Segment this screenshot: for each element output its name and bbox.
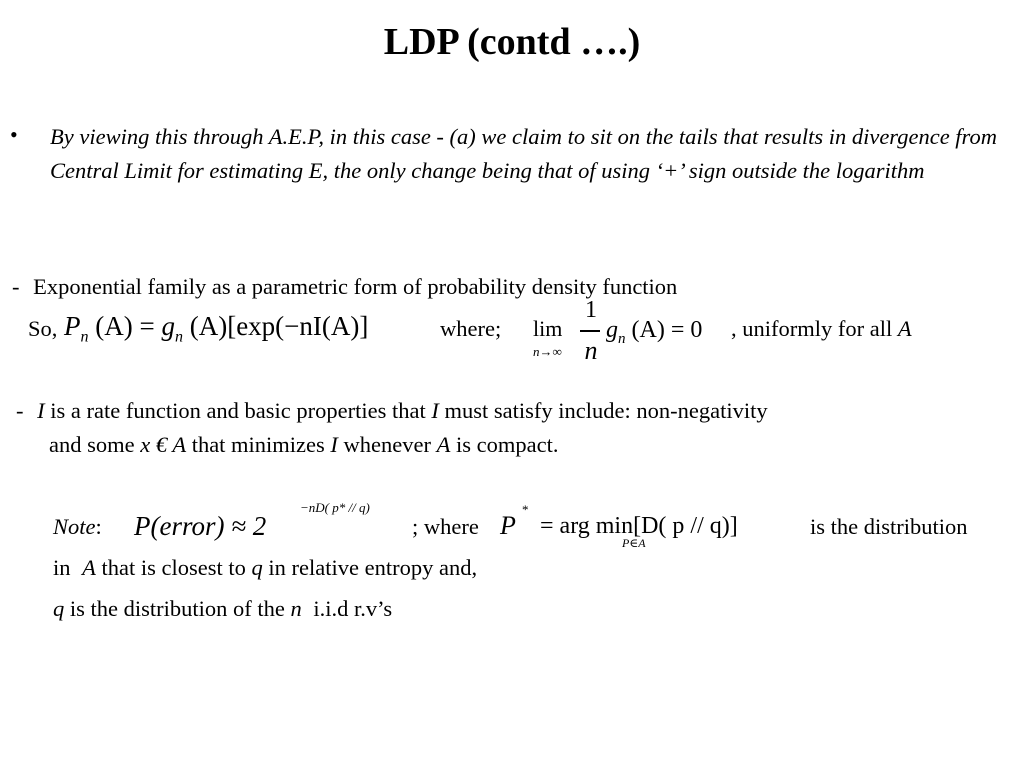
- note-line3-rest: i.i.d r.v’s: [313, 596, 393, 621]
- rate-text-1: is a rate function and basic properties that: [50, 398, 426, 423]
- note-line2-q: q: [251, 555, 263, 580]
- p-error-exponent: −nD( p* // q): [300, 500, 370, 515]
- note-line2-A: A: [82, 555, 96, 580]
- note-line3-n: n: [290, 596, 302, 621]
- formula-eq: =: [139, 311, 155, 341]
- rate-var-I3: I: [330, 432, 338, 457]
- uniformly-label: , uniformly for all: [731, 316, 893, 341]
- where-label: where;: [440, 316, 502, 341]
- rate-dash: -: [16, 398, 24, 423]
- argmin-subscript: P∈A: [622, 536, 646, 550]
- uniformly-text: [731, 312, 912, 346]
- bullet-dot: •: [10, 122, 18, 147]
- slide-title: LDP (contd ….): [383, 21, 641, 63]
- limit-rest: (A) = 0: [631, 317, 703, 343]
- note-dist-text: is the distribution: [810, 514, 968, 539]
- formula-rest: (A)[exp(−nI(A)]: [189, 311, 369, 341]
- limit-g-sub: n: [618, 330, 626, 347]
- frac-numerator: 1: [585, 297, 597, 323]
- limit-expression: [606, 314, 702, 346]
- density-formula: [64, 306, 368, 346]
- rate-text-4: that minimizes: [191, 432, 325, 457]
- note-line-3: [53, 592, 392, 626]
- note-label: Note: [53, 514, 96, 539]
- note-line-2: [53, 551, 477, 585]
- rate-var-x: x € A: [140, 432, 187, 457]
- formula-g-sub-n: n: [174, 328, 183, 346]
- formula-sub-n: n: [80, 328, 89, 346]
- lim-label: lim: [533, 316, 563, 341]
- frac-bar: [580, 330, 600, 332]
- rate-line-2: [16, 428, 1006, 462]
- formula-paren-A: (A): [95, 311, 133, 341]
- rate-var-A: A: [436, 432, 451, 457]
- note-label-wrap: [53, 510, 102, 544]
- exp-family-line: [12, 270, 677, 304]
- note-line2-text: that is closest to: [101, 555, 246, 580]
- rate-text-3: and some: [49, 432, 135, 457]
- note-colon: :: [95, 514, 102, 539]
- p-error-formula: P(error) ≈ 2: [134, 511, 267, 541]
- uniformly-var: A: [897, 316, 912, 341]
- frac-denominator: n: [584, 336, 598, 365]
- rate-text-5: whenever: [343, 432, 431, 457]
- formula-P: P: [64, 311, 81, 341]
- note-where-label: ; where: [412, 514, 479, 539]
- note-line2-rest: in relative entropy and,: [268, 555, 478, 580]
- note-line3-q: q: [53, 596, 65, 621]
- p-star: P: [500, 511, 516, 540]
- rate-text-2: must satisfy include: non-negativity: [444, 398, 768, 423]
- rate-var-I2: I: [431, 398, 439, 423]
- argmin-formula: = arg min[D( p // q)]: [540, 513, 738, 539]
- rate-function-text: [16, 394, 1006, 462]
- exp-family-text: Exponential family as a parametric form of probability density function: [33, 274, 678, 299]
- aep-bullet-text: By viewing this through A.E.P, in this case - (a) we claim to sit on the tails that results in divergence from Central Limit for estimating E, the only change being that of using ‘+’ sign outside the logarithm: [50, 124, 997, 183]
- rate-text-6: is compact.: [456, 432, 559, 457]
- limit-g: g: [606, 317, 618, 343]
- exp-family-dash: -: [12, 274, 20, 299]
- formula-g: g: [161, 311, 175, 341]
- note-line3-text: is the distribution of the: [69, 596, 285, 621]
- so-label: So,: [28, 316, 58, 341]
- rate-var-I: I: [37, 398, 45, 423]
- note-line2-in: in: [53, 555, 71, 580]
- p-star-sup: *: [522, 502, 529, 517]
- lim-subscript: n→∞: [533, 344, 562, 359]
